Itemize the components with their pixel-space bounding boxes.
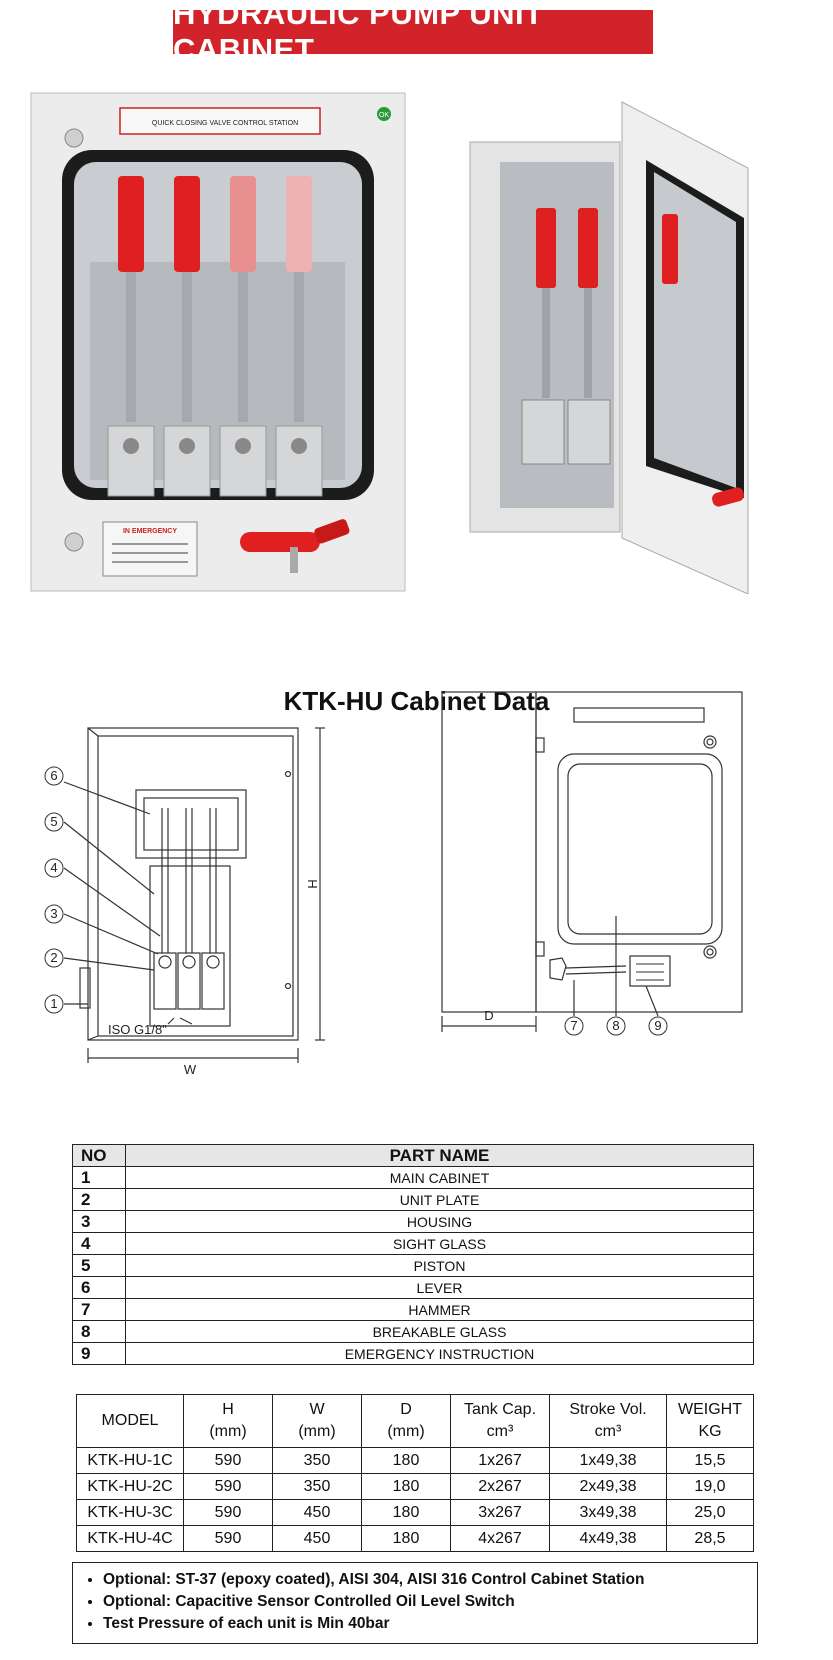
table-row: 2 UNIT PLATE bbox=[73, 1189, 754, 1211]
note-item: • Optional: ST-37 (epoxy coated), AISI 304, AISI 316 Control Cabinet Station bbox=[103, 1569, 745, 1591]
note-item: • Test Pressure of each unit is Min 40bar bbox=[103, 1613, 745, 1635]
table-row: KTK-HU-3C 590 450 180 3x267 3x49,38 25,0 bbox=[77, 1500, 754, 1526]
cabinet-open-photo bbox=[466, 98, 752, 594]
models-table-header bbox=[77, 1395, 754, 1448]
front-technical-drawing bbox=[40, 718, 340, 1078]
models-table bbox=[76, 1394, 754, 1552]
svg-text:3: 3 bbox=[50, 906, 58, 921]
callout-5 bbox=[45, 813, 63, 831]
table-row: KTK-HU-4C 590 450 180 4x267 4x49,38 28,5 bbox=[77, 1526, 754, 1552]
svg-text:2: 2 bbox=[50, 950, 58, 965]
parts-table bbox=[72, 1144, 754, 1365]
table-row: 1 MAIN CABINET bbox=[73, 1167, 754, 1189]
svg-text:7: 7 bbox=[570, 1018, 578, 1033]
callout-1 bbox=[45, 995, 63, 1013]
table-row: 4 SIGHT GLASS bbox=[73, 1233, 754, 1255]
emergency-title: IN EMERGENCY bbox=[122, 528, 178, 535]
callout-6 bbox=[45, 767, 63, 785]
callout-9 bbox=[649, 1017, 667, 1035]
dim-w-label: W bbox=[183, 1062, 197, 1077]
svg-text:5: 5 bbox=[50, 814, 58, 829]
svg-text:8: 8 bbox=[612, 1018, 620, 1033]
table-row: 7 HAMMER bbox=[73, 1299, 754, 1321]
notes-box bbox=[72, 1562, 758, 1644]
header-part-name: PART NAME bbox=[126, 1145, 754, 1167]
svg-text:4: 4 bbox=[50, 860, 58, 875]
callout-3 bbox=[45, 905, 63, 923]
header-no: NO bbox=[73, 1145, 126, 1167]
parts-table-header bbox=[73, 1145, 754, 1167]
section-title: KTK-HU Cabinet Data bbox=[283, 686, 550, 716]
header-weight: WEIGHT KG bbox=[667, 1395, 754, 1448]
dim-h-label: H bbox=[305, 879, 320, 889]
table-row: 8 BREAKABLE GLASS bbox=[73, 1321, 754, 1343]
header-w: W (mm) bbox=[273, 1395, 362, 1448]
svg-text:6: 6 bbox=[50, 768, 58, 783]
header-d: D (mm) bbox=[362, 1395, 451, 1448]
banner-title: HYDRAULIC PUMP UNIT CABINET bbox=[173, 10, 653, 54]
header-stroke-vol: Stroke Vol. cm³ bbox=[550, 1395, 667, 1448]
lock-icon bbox=[65, 533, 83, 551]
callout-7 bbox=[565, 1017, 583, 1035]
callout-4 bbox=[45, 859, 63, 877]
cabinet-front-photo bbox=[30, 92, 406, 592]
header-model: MODEL bbox=[77, 1395, 184, 1448]
svg-text:1: 1 bbox=[50, 996, 58, 1011]
header-tank-cap: Tank Cap. cm³ bbox=[451, 1395, 550, 1448]
table-row: 5 PISTON bbox=[73, 1255, 754, 1277]
lock-icon bbox=[65, 129, 83, 147]
port-label: ISO G1/8" bbox=[108, 1022, 167, 1037]
station-label: QUICK CLOSING VALVE CONTROL STATION bbox=[151, 120, 299, 127]
table-row: KTK-HU-1C 590 350 180 1x267 1x49,38 15,5 bbox=[77, 1448, 754, 1474]
callout-8 bbox=[607, 1017, 625, 1035]
note-item: • Optional: Capacitive Sensor Controlled Oil Level Switch bbox=[103, 1591, 745, 1613]
table-row: 6 LEVER bbox=[73, 1277, 754, 1299]
svg-text:9: 9 bbox=[654, 1018, 662, 1033]
side-technical-drawing bbox=[440, 690, 760, 1050]
ok-badge-text: OK bbox=[378, 112, 390, 119]
dim-d-label: D bbox=[484, 1008, 494, 1023]
table-row: 3 HOUSING bbox=[73, 1211, 754, 1233]
header-h: H (mm) bbox=[184, 1395, 273, 1448]
callout-2 bbox=[45, 949, 63, 967]
table-row: KTK-HU-2C 590 350 180 2x267 2x49,38 19,0 bbox=[77, 1474, 754, 1500]
table-row: 9 EMERGENCY INSTRUCTION bbox=[73, 1343, 754, 1365]
